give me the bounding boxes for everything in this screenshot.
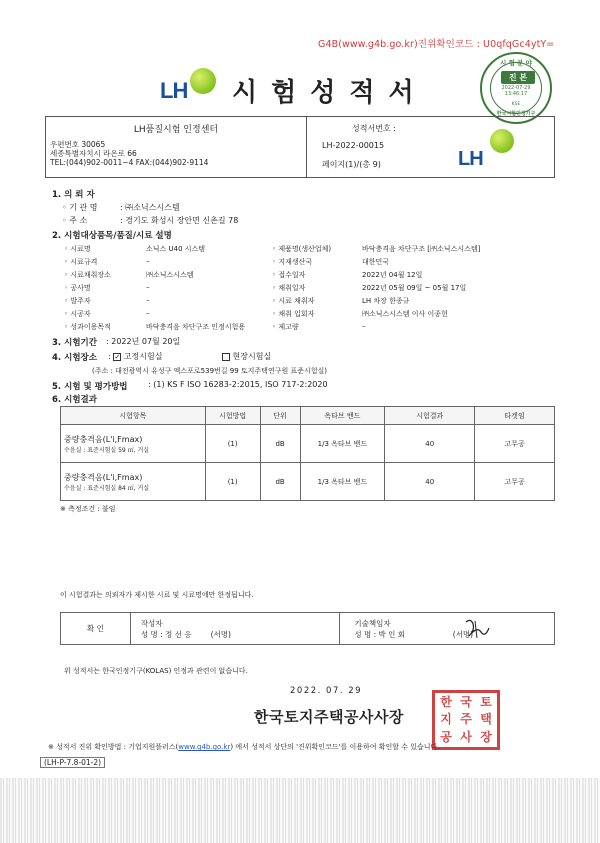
sample-right-label: ◦ 제품명(생산업체) (272, 245, 332, 253)
test-item-cell (61, 425, 206, 463)
center-name: LH품질시험 인정센터 (133, 125, 219, 135)
client-address-value: : 경기도 화성시 장안면 신촌길 78 (120, 216, 239, 225)
table-row (61, 425, 555, 463)
sample-right-value: 2022년 05월 09일 ~ 05월 17일 (362, 284, 467, 292)
col-header: 타겟임 (475, 407, 555, 425)
seal-char: 국 (460, 695, 472, 709)
seal-center-text: 진 본 (501, 71, 535, 84)
sample-right-value: ㈜소닉스시스템 이사 이종헌 (362, 310, 448, 318)
seal-char: 택 (480, 712, 492, 727)
sample-right-label: ◦ 제고량 (272, 323, 299, 331)
section-4-heading: 4. 시험장소 (52, 353, 97, 363)
writer-sign-label: (서명) (210, 629, 231, 639)
footer-suffix: ) 에서 성적서 상단의 '진위확인코드'를 이용하여 확인할 수 있습니다. (230, 743, 440, 751)
authenticity-seal (480, 52, 552, 124)
test-item-name: 중량충격음(L'i,Fmax) (64, 434, 143, 444)
seal-char: 사 (460, 729, 472, 744)
tech-title: 기술책임자 (354, 618, 391, 628)
seal-char: 장 (480, 729, 492, 744)
lh-logo-text: LH (160, 78, 188, 103)
writer-name: 성 명 : 정 선 응 (140, 629, 192, 639)
sample-right-label: ◦ 채취일자 (272, 284, 306, 292)
field-lab-label: 현장시험실 (232, 352, 272, 361)
sample-left-label: ◦ 성과이용목적 (64, 323, 111, 331)
test-item-sub: 수음실 : 표준시험실 84 ㎡, 거실 (64, 484, 150, 492)
center-phone: TEL:(044)902-0011~4 FAX:(044)902-9114 (50, 158, 209, 167)
issue-date: 2022. 07. 29 (290, 686, 363, 696)
page-count: 페이지(1)/(총 9) (322, 160, 381, 169)
lh-small-text: LH (458, 148, 483, 170)
confirm-label: 확 인 (61, 613, 131, 645)
section-6-heading: 6. 시험결과 (52, 395, 97, 405)
sample-left-value: – (146, 283, 150, 291)
sample-right-label: ◦ 시료 채취자 (272, 297, 315, 305)
sample-right-label: ◦ 지재생산국 (272, 258, 313, 266)
center-address: 세종특별자치시 라온로 66 (50, 149, 137, 158)
unit-cell: dB (260, 463, 300, 501)
sample-left-label: ◦ 시공자 (64, 310, 91, 318)
col-header: 시험방법 (205, 407, 260, 425)
col-header: 옥타브 밴드 (300, 407, 385, 425)
sample-left-value: – (146, 296, 150, 304)
writer-line (141, 629, 340, 640)
section-1-heading: 1. 의 뢰 자 (52, 190, 95, 200)
sample-left-label: ◦ 시료명 (64, 245, 91, 253)
result-cell: 40 (385, 463, 475, 501)
verification-code: G4B(www.g4b.go.kr)진위확인코드 : U0qfqGc4ytY= (318, 39, 555, 50)
g4b-link[interactable]: www.g4b.go.kr (178, 743, 231, 751)
sample-left-label: ◦ 발주자 (64, 297, 91, 305)
test-method-value: : (1) KS F ISO 16283-2:2015, ISO 717-2:2020 (148, 380, 328, 389)
writer-title: 작성자 (140, 618, 163, 628)
sample-left-label: ◦ 공사명 (64, 284, 91, 292)
signature-scribble-icon (463, 618, 491, 640)
result-header-row (61, 407, 555, 425)
unit-cell: dB (260, 425, 300, 463)
sample-left-label: ◦ 시료규격 (64, 258, 98, 266)
table-row (61, 463, 555, 501)
cert-number-label: 성적서번호 : (352, 124, 396, 133)
fixed-lab-label: 고정시험실 (123, 352, 163, 361)
sample-left-value: – (146, 257, 150, 265)
lh-logo-ball-icon (190, 68, 216, 94)
header-box (45, 116, 555, 178)
seal-bottom-text: 한국시험인정기구 (496, 111, 536, 117)
band-cell: 1/3 옥타브 밴드 (300, 463, 385, 501)
sample-right-value: 대한민국 (362, 258, 390, 266)
target-cell: 고무공 (475, 425, 555, 463)
col-header: 시험항목 (61, 407, 206, 425)
seal-char: 토 (480, 695, 492, 709)
field-lab-option (222, 351, 271, 362)
band-cell: 1/3 옥타브 밴드 (300, 425, 385, 463)
sample-right-value: LH 차장 한종규 (362, 297, 410, 305)
client-address-label: ◦ 주 소 (62, 216, 88, 225)
sample-right-value: – (362, 322, 366, 330)
test-item-cell (61, 463, 206, 501)
result-cell: 40 (385, 425, 475, 463)
lh-logo-small (458, 129, 520, 171)
zip-code: 우편번호 30065 (50, 140, 106, 149)
seal-char: 주 (460, 712, 472, 727)
test-address-note: (주소 : 대전광역시 유성구 엑스포로539번길 99 토지주택연구원 표준시험실) (92, 367, 327, 375)
kolas-notice: 위 성적서는 한국인정기구(KOLAS) 인정과 관련이 없습니다. (64, 667, 248, 675)
fixed-lab-option: : ✓ 고정시험실 (108, 352, 163, 361)
col-header: 시험결과 (385, 407, 475, 425)
section-2-heading: 2. 시험대상품목/품질/시료 설명 (52, 231, 172, 241)
target-cell: 고무공 (475, 463, 555, 501)
sample-left-value: 바닥충격음 차단구조 인정시험용 (146, 323, 246, 331)
sample-left-value: 소닉스 U40 시스템 (146, 245, 206, 253)
official-red-seal (432, 690, 500, 750)
seal-char: 지 (440, 712, 452, 727)
cert-number: LH-2022-00015 (322, 141, 385, 150)
client-org-value: : ㈜소닉스시스템 (120, 203, 180, 212)
seal-time: 13:46:17 (504, 91, 528, 97)
tech-cell (340, 613, 555, 645)
tech-sign-label: (서명) (452, 629, 474, 639)
sample-right-value: 2022년 04월 12일 (362, 271, 423, 279)
tech-name: 성 명 : 박 인 회 (354, 629, 406, 639)
footer-prefix: ※ 성적서 진위 확인방법 : 기업지원플러스( (48, 743, 179, 751)
seal-date: 2022-07-29 (501, 85, 531, 91)
seal-mini-text: KSE (511, 102, 521, 107)
sample-left-value: ㈜소닉스시스템 (146, 271, 194, 279)
lh-logo (160, 68, 220, 104)
client-org-label: ◦ 기 관 명 (62, 203, 98, 212)
seal-top-text: 시 험 분 야 (500, 59, 532, 67)
result-table (60, 406, 555, 501)
sample-right-value: 바닥충격음 차단구조 [㈜소닉스시스템] (362, 245, 481, 253)
scope-notice: 이 시험결과는 의뢰자가 제시한 시료 및 시료명에만 한정됩니다. (60, 591, 254, 599)
test-item-sub: 수음실 : 표준시험실 59 ㎡, 거실 (64, 446, 150, 454)
bottom-barcode-strip (0, 778, 600, 843)
measurement-remark: ※ 측정조건 : 불임 (60, 505, 116, 513)
verification-method-note (48, 742, 440, 752)
section-5-heading: 5. 시험 및 평가방법 (52, 382, 128, 392)
fixed-lab-checkbox-icon: ✓ (114, 352, 121, 361)
test-period: : 2022년 07월 20일 (106, 337, 181, 346)
col-header: 단위 (260, 407, 300, 425)
sample-right-label: ◦ 채취 입회자 (272, 310, 315, 318)
sample-left-label: ◦ 시료채취장소 (64, 271, 111, 279)
section-3-heading: 3. 시험기간 (52, 338, 97, 348)
test-item-name: 중량충격음(L'i,Fmax) (64, 472, 143, 482)
seal-char: 한 (440, 695, 452, 709)
seal-char: 공 (440, 729, 452, 744)
sample-right-label: ◦ 접수일자 (272, 271, 306, 279)
method-cell: (1) (205, 425, 260, 463)
method-cell: (1) (205, 463, 260, 501)
header-divider (306, 117, 307, 177)
document-title: 시험성적서 (232, 78, 428, 108)
document-code: (LH-P-7.8-01-2) (40, 757, 105, 768)
tech-line (354, 629, 554, 640)
writer-cell (130, 613, 340, 645)
lh-small-ball-icon (490, 129, 514, 153)
issuer-name: 한국토지주택공사사장 (254, 708, 404, 726)
field-lab-checkbox-icon (222, 353, 230, 361)
sample-left-value: – (146, 309, 150, 317)
